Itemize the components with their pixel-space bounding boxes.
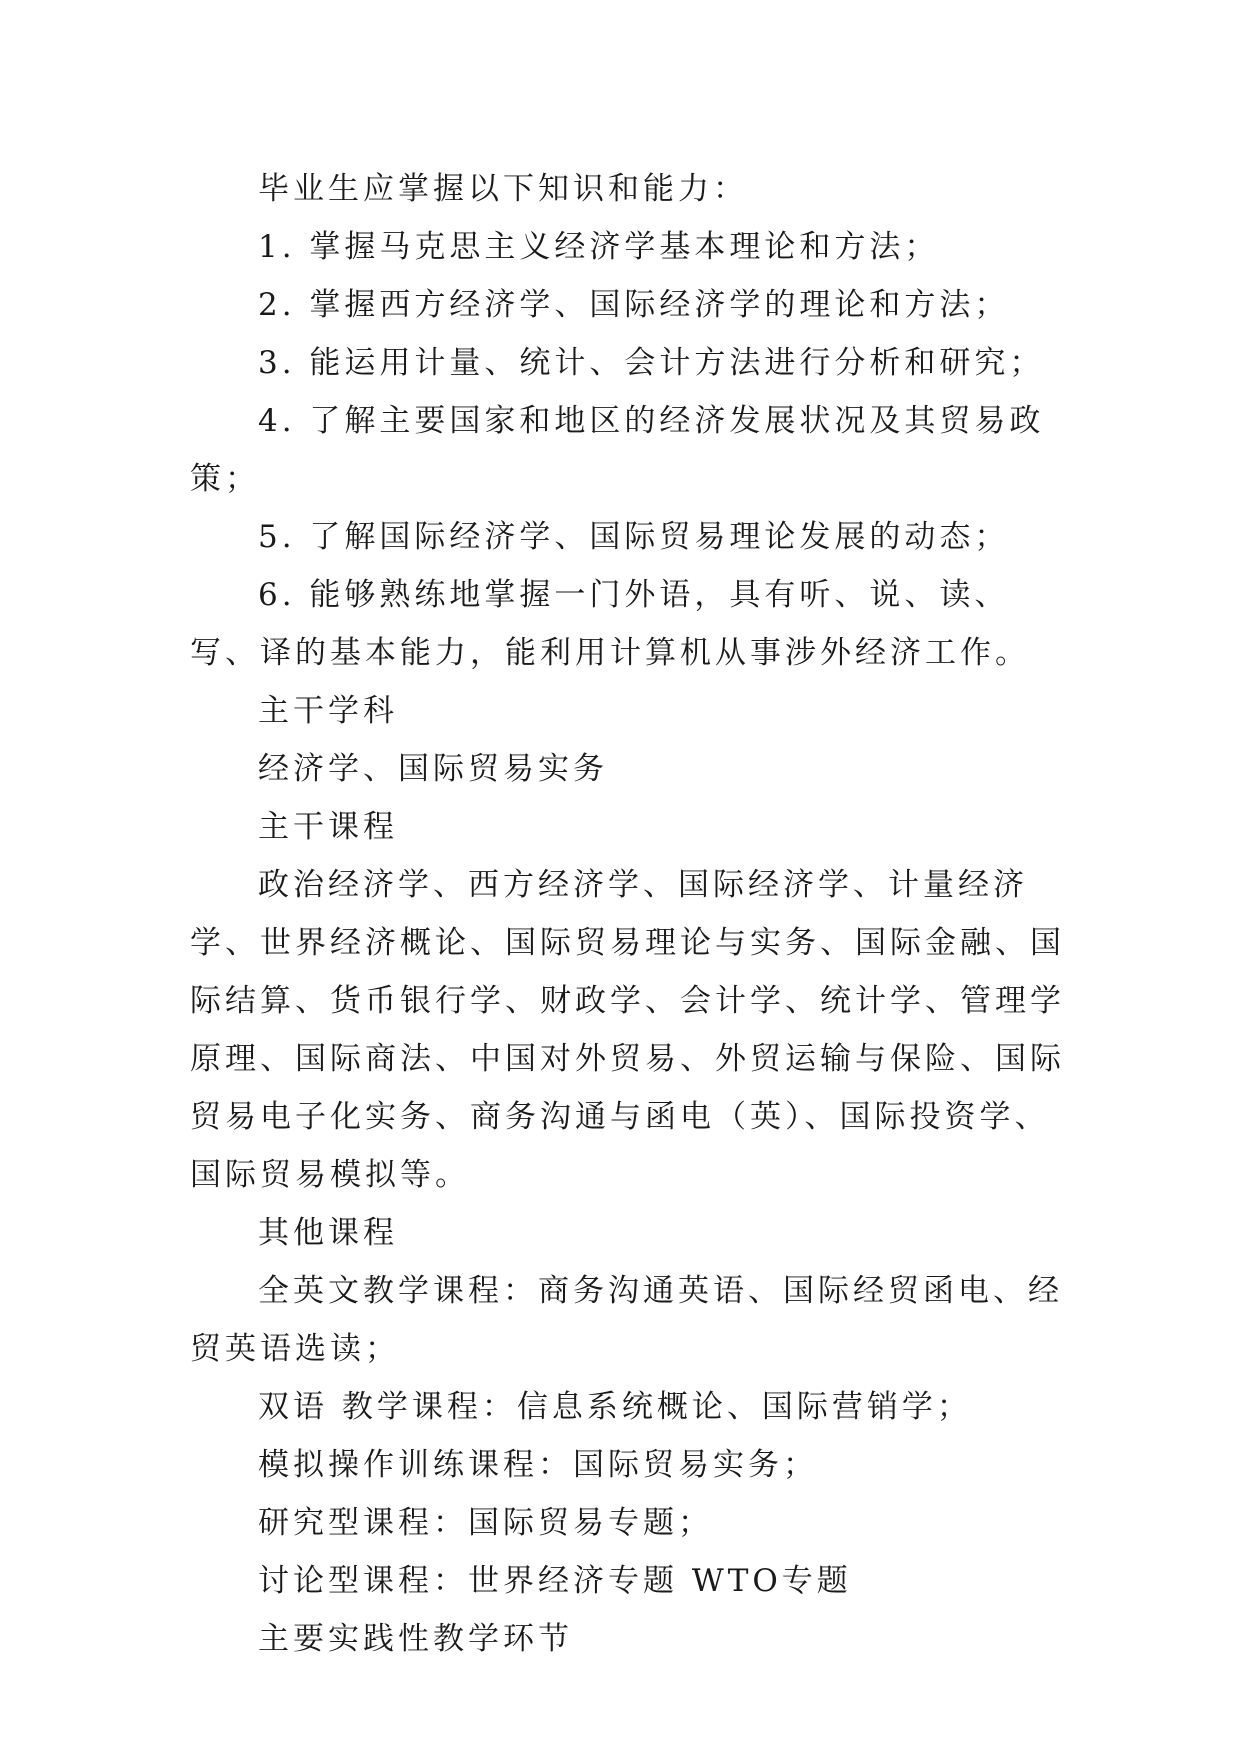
paragraph-main-courses: 政治经济学、西方经济学、国际经济学、计量经济学、世界经济概论、国际贸易理论与实务、国际金融、国际结算、货币银行学、财政学、会计学、统计学、管理学原理、国际商法、中国对外贸易、外贸运输与保险、国际贸易电子化实务、商务沟通与函电（英）、国际投资学、国际贸易模拟等。 — [190, 867, 1065, 1193]
paragraph-discussion-courses: 讨论型课程：世界经济专题 WTO专题 — [258, 1563, 852, 1599]
paragraph-main-disciplines: 经济学、国际贸易实务 — [258, 751, 608, 787]
paragraph-ability-1: 1. 掌握马克思主义经济学基本理论和方法； — [258, 229, 940, 265]
paragraph-ability-4: 4. 了解主要国家和地区的经济发展状况及其贸易政策； — [190, 403, 1045, 497]
paragraph-ability-6: 6. 能够熟练地掌握一门外语，具有听、说、读、写、译的基本能力，能利用计算机从事涉外经济工作。 — [190, 577, 1030, 671]
paragraph-ability-5: 5. 了解国际经济学、国际贸易理论发展的动态； — [258, 519, 1010, 555]
heading-main-disciplines: 主干学科 — [258, 693, 398, 729]
paragraph-ability-3: 3. 能运用计量、统计、会计方法进行分析和研究； — [258, 345, 1045, 381]
paragraph-simulation-courses: 模拟操作训练课程：国际贸易实务； — [258, 1447, 818, 1483]
paragraph-bilingual-courses: 双语 教学课程：信息系统概论、国际营销学； — [258, 1389, 972, 1425]
paragraph-ability-2: 2. 掌握西方经济学、国际经济学的理论和方法； — [258, 287, 1010, 323]
heading-practice-sessions: 主要实践性教学环节 — [258, 1621, 573, 1657]
paragraph-english-courses: 全英文教学课程：商务沟通英语、国际经贸函电、经贸英语选读； — [190, 1273, 1063, 1367]
paragraph-graduate-abilities-intro: 毕业生应掌握以下知识和能力： — [258, 171, 748, 207]
heading-main-courses: 主干课程 — [258, 809, 398, 845]
heading-other-courses: 其他课程 — [258, 1215, 398, 1251]
document-body — [190, 160, 1070, 1668]
paragraph-research-courses: 研究型课程：国际贸易专题； — [258, 1505, 713, 1541]
